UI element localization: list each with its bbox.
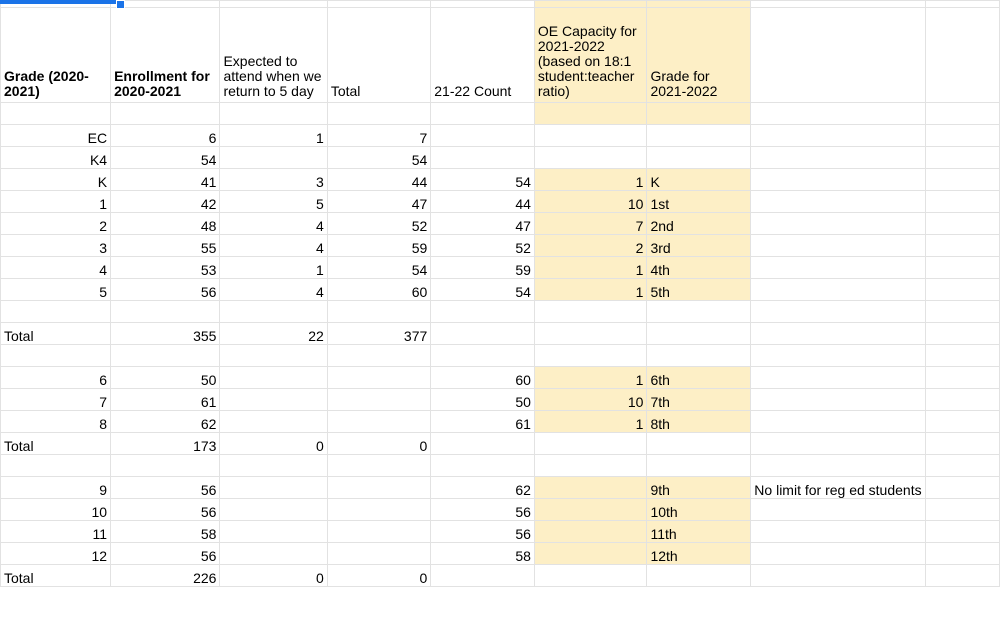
capacity-cell[interactable]: 10 — [534, 191, 647, 213]
cell[interactable] — [925, 279, 999, 301]
table-row — [1, 103, 1000, 125]
note-cell[interactable] — [751, 191, 925, 213]
grade-next-cell[interactable]: 1st — [647, 191, 751, 213]
enrollment-cell[interactable]: 56 — [111, 543, 220, 565]
note-cell[interactable] — [751, 565, 925, 587]
grade-next-cell[interactable] — [647, 433, 751, 455]
capacity-cell[interactable]: 10 — [534, 389, 647, 411]
note-cell[interactable] — [751, 235, 925, 257]
count-cell[interactable]: 59 — [431, 257, 535, 279]
count-cell[interactable]: 44 — [431, 191, 535, 213]
grade-cell[interactable]: 8 — [1, 411, 111, 433]
grade-cell[interactable]: 2 — [1, 213, 111, 235]
selection-border — [0, 0, 120, 4]
table-row — [1, 389, 1000, 411]
capacity-cell[interactable]: 1 — [534, 279, 647, 301]
total-cell[interactable]: 47 — [327, 191, 430, 213]
note-cell[interactable] — [751, 213, 925, 235]
cell[interactable] — [220, 1, 327, 8]
cell[interactable] — [925, 389, 999, 411]
header-capacity[interactable]: OE Capacity for 2021-2022 (based on 18:1 student:teacher ratio) — [534, 8, 647, 103]
expected-cell[interactable]: 22 — [220, 323, 327, 345]
header-expected[interactable]: Expected to attend when we return to 5 day — [220, 8, 327, 103]
capacity-cell[interactable] — [534, 543, 647, 565]
count-cell[interactable] — [431, 323, 535, 345]
header-grade-next[interactable]: Grade for 2021-2022 — [647, 8, 751, 103]
cell[interactable] — [925, 367, 999, 389]
enrollment-cell[interactable] — [111, 345, 220, 367]
grade-next-cell[interactable] — [647, 125, 751, 147]
expected-cell[interactable] — [220, 411, 327, 433]
capacity-cell[interactable] — [534, 147, 647, 169]
enrollment-cell[interactable]: 56 — [111, 279, 220, 301]
count-cell[interactable]: 60 — [431, 367, 535, 389]
header-total[interactable]: Total — [327, 8, 430, 103]
enrollment-cell[interactable]: 173 — [111, 433, 220, 455]
cell[interactable] — [925, 301, 999, 323]
note-cell[interactable] — [751, 323, 925, 345]
capacity-cell[interactable]: 2 — [534, 235, 647, 257]
cell[interactable] — [925, 543, 999, 565]
table-row — [1, 499, 1000, 521]
table-row — [1, 477, 1000, 499]
grade-cell[interactable]: 4 — [1, 257, 111, 279]
cell[interactable] — [925, 477, 999, 499]
count-cell[interactable]: 52 — [431, 235, 535, 257]
total-cell[interactable] — [327, 499, 430, 521]
table-row — [1, 147, 1000, 169]
note-cell[interactable] — [751, 367, 925, 389]
selection-fill-handle[interactable] — [116, 0, 125, 9]
table-row — [1, 411, 1000, 433]
count-cell[interactable]: 61 — [431, 411, 535, 433]
total-cell[interactable]: 54 — [327, 257, 430, 279]
expected-cell[interactable]: 4 — [220, 213, 327, 235]
cell[interactable] — [751, 8, 925, 103]
cell[interactable] — [925, 8, 999, 103]
grade-cell[interactable]: EC — [1, 125, 111, 147]
note-cell[interactable] — [751, 543, 925, 565]
grade-cell[interactable]: 5 — [1, 279, 111, 301]
total-cell[interactable]: 377 — [327, 323, 430, 345]
capacity-cell[interactable]: 1 — [534, 169, 647, 191]
capacity-cell[interactable] — [534, 477, 647, 499]
cell[interactable] — [925, 455, 999, 477]
grade-cell[interactable] — [1, 455, 111, 477]
total-cell[interactable]: 0 — [327, 565, 430, 587]
cell[interactable] — [925, 147, 999, 169]
expected-cell[interactable] — [220, 389, 327, 411]
grade-next-cell[interactable]: 4th — [647, 257, 751, 279]
grade-cell[interactable]: 6 — [1, 367, 111, 389]
expected-cell[interactable] — [220, 499, 327, 521]
note-cell[interactable] — [751, 169, 925, 191]
count-cell[interactable]: 56 — [431, 521, 535, 543]
cell[interactable] — [925, 191, 999, 213]
grade-next-cell[interactable] — [647, 455, 751, 477]
note-cell[interactable] — [751, 103, 925, 125]
cell[interactable] — [647, 1, 751, 8]
cell[interactable] — [751, 1, 925, 8]
count-cell[interactable] — [431, 103, 535, 125]
grade-cell[interactable]: 9 — [1, 477, 111, 499]
total-cell[interactable] — [327, 389, 430, 411]
cell[interactable] — [925, 103, 999, 125]
grade-next-cell[interactable]: K — [647, 169, 751, 191]
table-row — [1, 521, 1000, 543]
enrollment-cell[interactable]: 50 — [111, 367, 220, 389]
grade-next-cell[interactable] — [647, 323, 751, 345]
grade-cell[interactable]: Total — [1, 433, 111, 455]
total-cell[interactable]: 60 — [327, 279, 430, 301]
expected-cell[interactable]: 3 — [220, 169, 327, 191]
grade-next-cell[interactable] — [647, 147, 751, 169]
count-cell[interactable] — [431, 345, 535, 367]
table-row — [1, 235, 1000, 257]
capacity-cell[interactable]: 1 — [534, 367, 647, 389]
grade-next-cell[interactable]: 12th — [647, 543, 751, 565]
expected-cell[interactable]: 5 — [220, 191, 327, 213]
cell[interactable] — [925, 345, 999, 367]
cell[interactable] — [925, 235, 999, 257]
table-row — [1, 367, 1000, 389]
total-cell[interactable]: 0 — [327, 433, 430, 455]
grade-cell[interactable]: 12 — [1, 543, 111, 565]
note-cell[interactable] — [751, 279, 925, 301]
table-row — [1, 345, 1000, 367]
capacity-cell[interactable] — [534, 433, 647, 455]
grade-next-cell[interactable]: 11th — [647, 521, 751, 543]
total-cell[interactable]: 52 — [327, 213, 430, 235]
enrollment-cell[interactable]: 53 — [111, 257, 220, 279]
grade-cell[interactable] — [1, 301, 111, 323]
enrollment-cell[interactable]: 42 — [111, 191, 220, 213]
capacity-cell[interactable] — [534, 301, 647, 323]
grade-next-cell[interactable]: 5th — [647, 279, 751, 301]
header-count[interactable]: 21-22 Count — [431, 8, 535, 103]
enrollment-cell[interactable]: 56 — [111, 477, 220, 499]
count-cell[interactable] — [431, 433, 535, 455]
count-cell[interactable] — [431, 455, 535, 477]
enrollment-cell[interactable] — [111, 301, 220, 323]
cell[interactable] — [534, 1, 647, 8]
capacity-cell[interactable] — [534, 345, 647, 367]
table-row — [1, 279, 1000, 301]
total-cell[interactable]: 44 — [327, 169, 430, 191]
total-cell[interactable] — [327, 521, 430, 543]
expected-cell[interactable] — [220, 367, 327, 389]
enrollment-cell[interactable]: 55 — [111, 235, 220, 257]
expected-cell[interactable] — [220, 543, 327, 565]
note-cell[interactable] — [751, 301, 925, 323]
expected-cell[interactable]: 4 — [220, 235, 327, 257]
expected-cell[interactable]: 0 — [220, 565, 327, 587]
count-cell[interactable] — [431, 565, 535, 587]
cell[interactable] — [925, 257, 999, 279]
table-row — [1, 257, 1000, 279]
expected-cell[interactable] — [220, 521, 327, 543]
grade-cell[interactable]: Total — [1, 323, 111, 345]
note-cell[interactable] — [751, 521, 925, 543]
enrollment-cell[interactable]: 41 — [111, 169, 220, 191]
grade-cell[interactable]: 11 — [1, 521, 111, 543]
grade-next-cell[interactable]: 2nd — [647, 213, 751, 235]
expected-cell[interactable] — [220, 301, 327, 323]
total-cell[interactable] — [327, 103, 430, 125]
note-cell[interactable] — [751, 257, 925, 279]
count-cell[interactable]: 56 — [431, 499, 535, 521]
capacity-cell[interactable] — [534, 565, 647, 587]
grade-cell[interactable]: Total — [1, 565, 111, 587]
total-cell[interactable]: 54 — [327, 147, 430, 169]
enrollment-cell[interactable]: 226 — [111, 565, 220, 587]
enrollment-cell[interactable]: 6 — [111, 125, 220, 147]
total-cell[interactable] — [327, 543, 430, 565]
count-cell[interactable]: 47 — [431, 213, 535, 235]
expected-cell[interactable]: 4 — [220, 279, 327, 301]
enrollment-cell[interactable]: 48 — [111, 213, 220, 235]
total-cell[interactable] — [327, 367, 430, 389]
grade-cell[interactable] — [1, 103, 111, 125]
cell[interactable] — [925, 125, 999, 147]
expected-cell[interactable] — [220, 455, 327, 477]
cell[interactable] — [925, 499, 999, 521]
table-row — [1, 169, 1000, 191]
cell[interactable] — [111, 1, 220, 8]
cell[interactable] — [925, 323, 999, 345]
expected-cell[interactable]: 0 — [220, 433, 327, 455]
expected-cell[interactable] — [220, 147, 327, 169]
cell[interactable] — [925, 411, 999, 433]
note-cell[interactable] — [751, 433, 925, 455]
count-cell[interactable]: 50 — [431, 389, 535, 411]
capacity-cell[interactable] — [534, 521, 647, 543]
grade-next-cell[interactable]: 10th — [647, 499, 751, 521]
count-cell[interactable]: 58 — [431, 543, 535, 565]
enrollment-cell[interactable] — [111, 455, 220, 477]
count-cell[interactable]: 62 — [431, 477, 535, 499]
enrollment-cell[interactable]: 355 — [111, 323, 220, 345]
expected-cell[interactable] — [220, 345, 327, 367]
count-cell[interactable] — [431, 301, 535, 323]
table-row — [1, 301, 1000, 323]
grade-cell[interactable]: 10 — [1, 499, 111, 521]
total-cell[interactable] — [327, 345, 430, 367]
grade-next-cell[interactable] — [647, 103, 751, 125]
enrollment-cell[interactable]: 58 — [111, 521, 220, 543]
note-cell[interactable] — [751, 411, 925, 433]
expected-cell[interactable]: 1 — [220, 125, 327, 147]
table-row — [1, 125, 1000, 147]
grade-next-cell[interactable]: 8th — [647, 411, 751, 433]
cell[interactable] — [925, 521, 999, 543]
cell[interactable] — [925, 1, 999, 8]
table-row — [1, 565, 1000, 587]
capacity-cell[interactable] — [534, 103, 647, 125]
grade-next-cell[interactable] — [647, 345, 751, 367]
cell[interactable] — [925, 565, 999, 587]
table-row — [1, 323, 1000, 345]
grade-cell[interactable]: 3 — [1, 235, 111, 257]
count-cell[interactable] — [431, 125, 535, 147]
total-cell[interactable] — [327, 477, 430, 499]
cell[interactable] — [925, 433, 999, 455]
note-cell[interactable]: No limit for reg ed students — [751, 477, 925, 499]
enrollment-cell[interactable] — [111, 103, 220, 125]
grade-next-cell[interactable]: 6th — [647, 367, 751, 389]
note-cell[interactable] — [751, 499, 925, 521]
cell[interactable] — [431, 1, 535, 8]
grade-cell[interactable]: 7 — [1, 389, 111, 411]
capacity-cell[interactable] — [534, 125, 647, 147]
capacity-cell[interactable]: 1 — [534, 411, 647, 433]
table-row — [1, 543, 1000, 565]
header-grade[interactable]: Grade (2020-2021) — [1, 8, 111, 103]
note-cell[interactable] — [751, 147, 925, 169]
grade-next-cell[interactable] — [647, 565, 751, 587]
grade-next-cell[interactable]: 3rd — [647, 235, 751, 257]
table-row — [1, 213, 1000, 235]
note-cell[interactable] — [751, 125, 925, 147]
enrollment-cell[interactable]: 56 — [111, 499, 220, 521]
total-cell[interactable] — [327, 411, 430, 433]
enrollment-cell[interactable]: 61 — [111, 389, 220, 411]
cell[interactable] — [925, 169, 999, 191]
note-cell[interactable] — [751, 345, 925, 367]
cell[interactable] — [327, 1, 430, 8]
table-row — [1, 191, 1000, 213]
count-cell[interactable] — [431, 147, 535, 169]
table-row — [1, 455, 1000, 477]
header-enrollment[interactable]: Enrollment for 2020-2021 — [111, 8, 220, 103]
grade-cell[interactable] — [1, 345, 111, 367]
grade-next-cell[interactable] — [647, 301, 751, 323]
expected-cell[interactable]: 1 — [220, 257, 327, 279]
enrollment-cell[interactable]: 54 — [111, 147, 220, 169]
total-cell[interactable]: 59 — [327, 235, 430, 257]
grade-cell[interactable]: K — [1, 169, 111, 191]
grade-next-cell[interactable]: 9th — [647, 477, 751, 499]
grade-cell[interactable]: 1 — [1, 191, 111, 213]
total-cell[interactable]: 7 — [327, 125, 430, 147]
count-cell[interactable]: 54 — [431, 279, 535, 301]
table-row — [1, 433, 1000, 455]
capacity-cell[interactable]: 1 — [534, 257, 647, 279]
grade-cell[interactable]: K4 — [1, 147, 111, 169]
expected-cell[interactable] — [220, 477, 327, 499]
capacity-cell[interactable] — [534, 455, 647, 477]
note-cell[interactable] — [751, 389, 925, 411]
cell[interactable] — [925, 213, 999, 235]
grade-next-cell[interactable]: 7th — [647, 389, 751, 411]
capacity-cell[interactable] — [534, 323, 647, 345]
capacity-cell[interactable] — [534, 499, 647, 521]
enrollment-cell[interactable]: 62 — [111, 411, 220, 433]
total-cell[interactable] — [327, 455, 430, 477]
note-cell[interactable] — [751, 455, 925, 477]
expected-cell[interactable] — [220, 103, 327, 125]
count-cell[interactable]: 54 — [431, 169, 535, 191]
capacity-cell[interactable]: 7 — [534, 213, 647, 235]
total-cell[interactable] — [327, 301, 430, 323]
